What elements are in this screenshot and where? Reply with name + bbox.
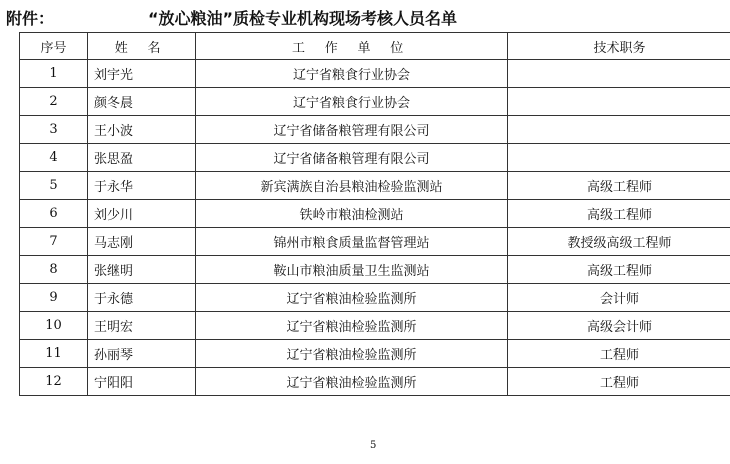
technical-position: 工程师 [508,340,730,368]
technical-position: 高级工程师 [508,256,730,284]
work-unit: 辽宁省粮油检验监测所 [196,312,508,340]
personnel-table [19,32,730,396]
row-number: 1 [20,60,88,88]
person-name: 张继明 [88,256,196,284]
row-number: 9 [20,284,88,312]
work-unit: 辽宁省粮油检验监测所 [196,368,508,396]
work-unit: 辽宁省粮食行业协会 [196,60,508,88]
technical-position: 会计师 [508,284,730,312]
technical-position: 工程师 [508,368,730,396]
page-number: 5 [370,440,377,451]
work-unit: 新宾满族自治县粮油检验监测站 [196,172,508,200]
row-number: 7 [20,228,88,256]
attachment-label: 附件： [6,9,55,28]
row-number: 2 [20,88,88,116]
table-row [20,284,730,312]
person-name: 王小波 [88,116,196,144]
table-row [20,200,730,228]
document-header [6,4,726,30]
table-row [20,312,730,340]
work-unit: 锦州市粮食质量监督管理站 [196,228,508,256]
person-name: 颜冬晨 [88,88,196,116]
table-row [20,88,730,116]
column-header-name: 姓 名 [88,33,196,60]
work-unit: 辽宁省储备粮管理有限公司 [196,144,508,172]
row-number: 12 [20,368,88,396]
row-number: 4 [20,144,88,172]
work-unit: 铁岭市粮油检测站 [196,200,508,228]
table-row [20,144,730,172]
column-header-position: 技术职务 [508,33,730,60]
person-name: 孙丽琴 [88,340,196,368]
person-name: 张思盈 [88,144,196,172]
table-header-row [20,33,730,60]
work-unit: 辽宁省粮油检验监测所 [196,284,508,312]
row-number: 3 [20,116,88,144]
work-unit: 鞍山市粮油质量卫生监测站 [196,256,508,284]
work-unit: 辽宁省储备粮管理有限公司 [196,116,508,144]
person-name: 刘少川 [88,200,196,228]
technical-position: 高级工程师 [508,172,730,200]
document-title: “放心粮油”质检专业机构现场考核人员名单 [148,9,458,28]
table-row [20,172,730,200]
column-header-number: 序号 [20,33,88,60]
row-number: 11 [20,340,88,368]
person-name: 刘宇光 [88,60,196,88]
person-name: 于永德 [88,284,196,312]
table-row [20,368,730,396]
table-row [20,116,730,144]
technical-position: 高级工程师 [508,200,730,228]
technical-position [508,60,730,88]
row-number: 8 [20,256,88,284]
person-name: 王明宏 [88,312,196,340]
table-row [20,60,730,88]
person-name: 宁阳阳 [88,368,196,396]
row-number: 6 [20,200,88,228]
technical-position: 教授级高级工程师 [508,228,730,256]
technical-position [508,116,730,144]
table-row [20,228,730,256]
work-unit: 辽宁省粮油检验监测所 [196,340,508,368]
work-unit: 辽宁省粮食行业协会 [196,88,508,116]
column-header-work-unit: 工 作 单 位 [196,33,508,60]
technical-position [508,88,730,116]
row-number: 5 [20,172,88,200]
technical-position [508,144,730,172]
technical-position: 高级会计师 [508,312,730,340]
person-name: 马志刚 [88,228,196,256]
row-number: 10 [20,312,88,340]
person-name: 于永华 [88,172,196,200]
table-row [20,340,730,368]
table-row [20,256,730,284]
